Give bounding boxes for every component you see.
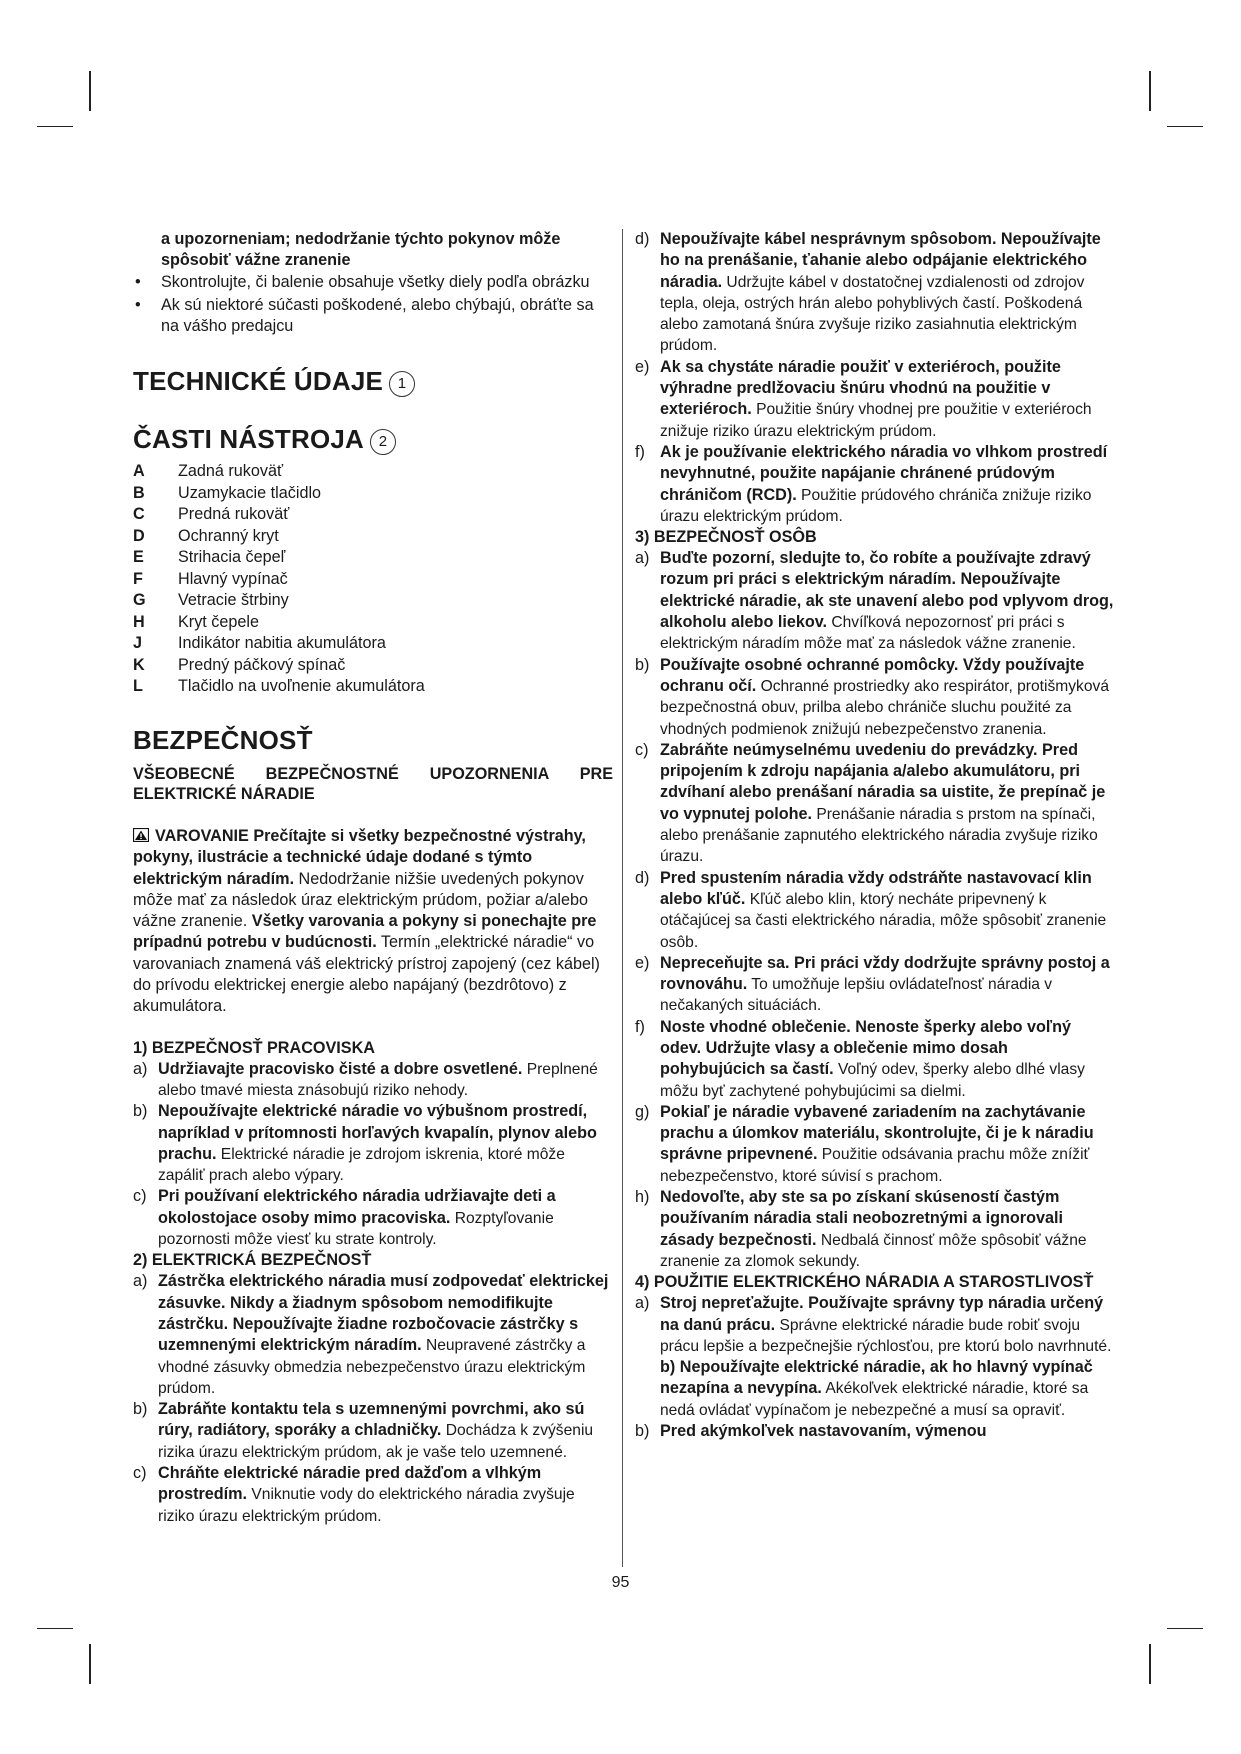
intro-warning-text: a upozorneniam; nedodržanie týchto pokynov môže spôsobiť vážne zranenie [161, 230, 561, 270]
list-item: b) Nepoužívajte elektrické náradie vo výbušnom prostredí, napríklad v prítomnosti horľavých kvapalín, plynov alebo prachu. Elektrické náradie je zdrojom iskrenia, ktoré môže zapáliť prach alebo výpary. [133, 1102, 597, 1185]
list-item: B Uzamykacie tlačidlo [133, 483, 322, 502]
section-3-heading: 3) BEZPEČNOSŤ OSÔB [635, 528, 817, 547]
list-item: K Predný páčkový spínač [133, 655, 346, 674]
safety-subheading: VŠEOBECNÉ BEZPEČNOSTNÉ UPOZORNENIA PRE ELEKTRICKÉ NÁRADIE [133, 764, 613, 803]
list-item: a) Buďte pozorní, sledujte to, čo robíte a používajte zdravý rozum pri práci s elektrickým náradím. Nepoužívajte elektrické náradie, ak ste unavení alebo pod vplyvom drog, alkoholu alebo liekov. Chvíľková nepozornosť pri práci s elektrickým náradím môže mať za následok vážne zranenie. [635, 549, 1114, 653]
list-item: J Indikátor nabitia akumulátora [133, 634, 386, 653]
section-4-heading: 4) POUŽITIE ELEKTRICKÉHO NÁRADIA A STAROSTLIVOSŤ [635, 1273, 1094, 1292]
heading-technical-data: TECHNICKÉ ÚDAJE 1 [133, 365, 613, 397]
list-item: d) Nepoužívajte kábel nesprávnym spôsobom. Nepoužívajte ho na prenášanie, ťahanie alebo odpájanie elektrického náradia. Udržujte kábel v dostatočnej vzdialenosti od zdrojov tepla, oleja, ostrých hrán alebo pohyblivých častí. Poškodená alebo zamotaná šnúra zvyšuje riziko zasiahnutia elektrickým prúdom. [635, 230, 1101, 355]
list-item: b) Zabráňte kontaktu tela s uzemnenými povrchmi, ako sú rúry, radiátory, sporáky a chladničky. Dochádza k zvýšeniu rizika úrazu elektrickým prúdom, ak je vaše telo uzemnené. [133, 1400, 594, 1461]
list-item: c) Pri používaní elektrického náradia udržiavajte deti a okolostojace osoby mimo pracoviska. Rozptyľovanie pozornosti môže viesť ku strate kontroly. [133, 1187, 556, 1249]
figure-1-reference-icon: 1 [389, 371, 415, 397]
crop-mark-top-left-vertical [89, 71, 91, 111]
crop-mark-top-right-horizontal [1167, 126, 1203, 127]
right-column [635, 229, 1115, 1442]
list-item: L Tlačidlo na uvoľnenie akumulátora [133, 677, 425, 696]
list-item: d) Pred spustením náradia vždy odstráňte nastavovací klin alebo kľúč. Kľúč alebo klin, ktorý necháte pripevnený k otáčajúcej sa časti elektrického náradia, môže spôsobiť zranenie osôb. [635, 868, 1107, 951]
warning-paragraph: VAROVANIE Prečítajte si všetky bezpečnostné výstrahy, pokyny, ilustrácie a technické údaje dodané s týmto elektrickým náradím. Nedodržanie nižšie uvedených pokynov môže mať za následok úraz elektrickým prúdom, požiar a/alebo vážne zranenie. Všetky varovania a pokyny si ponechajte pre prípadnú potrebu v budúcnosti. Termín „elektrické náradie“ vo varovaniach znamená váš elektrický prístroj zapojený (cez kábel) do prívodu elektrickej energie alebo napájaný (bezdrôtovo) z akumulátora. [133, 826, 600, 1016]
list-item: f) Ak je používanie elektrického náradia vo vlhkom prostredí nevyhnutné, použite napájanie chránené prúdovým chráničom (RCD). Použitie prúdového chrániča znižuje riziko úrazu elektrickým prúdom. [635, 442, 1108, 525]
list-item: F Hlavný vypínač [133, 569, 288, 588]
heading-tool-parts: ČASTI NÁSTROJA 2 [133, 423, 613, 455]
list-item: G Vetracie štrbiny [133, 591, 289, 610]
page-number: 95 [611, 1574, 630, 1591]
crop-mark-bottom-right-horizontal [1167, 1628, 1203, 1629]
list-item: g) Pokiaľ je náradie vybavené zariadením na zachytávanie prachu a úlomkov materiálu, skontrolujte, či je k náradiu správne pripevnené. Použitie odsávania prachu môže znížiť nebezpečenstvo, ktoré súvisí s prachom. [635, 1102, 1094, 1185]
list-item: a) Zástrčka elektrického náradia musí zodpovedať elektrickej zásuvke. Nikdy a žiadnym spôsobom nemodifikujte zástrčku. Nepoužívajte žiadne rozbočovacie zástrčky s uzemnenými elektrickým náradím. Neupravené zástrčky a vhodné zásuvky obmedzia nebezpečenstvo úrazu elektrickým prúdom. [133, 1272, 609, 1397]
column-divider [622, 229, 623, 1567]
section-1-heading: 1) BEZPEČNOSŤ PRACOVISKA [133, 1038, 375, 1057]
crop-mark-top-left-horizontal [37, 126, 73, 127]
list-item: c) Zabráňte neúmyselnému uvedeniu do prevádzky. Pred pripojením k zdroju napájania a/alebo akumulátoru, pri zdvíhaní alebo prenášaní náradia sa uistite, že prepínač je vo vypnutej polohe. Prenášanie náradia s prstom na spínači, alebo prenášanie zapnutého elektrického náradia zvyšuje riziko úrazu. [635, 740, 1106, 866]
list-item: h) Nedovoľte, aby ste sa po získaní skúseností častým používaním náradia stali neobozretnými a ignorovali zásady bezpečnosti. Nedbalá činnosť môže spôsobiť vážne zranenie za zlomok sekundy. [635, 1188, 1087, 1270]
list-item: E Strihacia čepeľ [133, 548, 286, 567]
list-item: a) Udržiavajte pracovisko čisté a dobre osvetlené. Preplnené alebo tmavé miesta znásobujú riziko nehody. [133, 1059, 598, 1099]
crop-mark-bottom-right-vertical [1149, 1644, 1151, 1684]
crop-mark-bottom-left-horizontal [37, 1628, 73, 1629]
parts-list [133, 461, 613, 698]
list-item: H Kryt čepele [133, 612, 259, 631]
section-2-heading: 2) ELEKTRICKÁ BEZPEČNOSŤ [133, 1251, 372, 1270]
list-item: C Predná rukoväť [133, 505, 290, 524]
warning-triangle-icon [133, 828, 149, 842]
crop-mark-bottom-left-vertical [89, 1644, 91, 1684]
bullet-item: • Skontrolujte, či balenie obsahuje všetky diely podľa obrázku [135, 272, 590, 291]
list-item: c) Chráňte elektrické náradie pred dažďom a vlhkým prostredím. Vniknutie vody do elektrického náradia zvyšuje riziko úrazu elektrickým prúdom. [133, 1464, 575, 1525]
list-item: b) Používajte osobné ochranné pomôcky. Vždy používajte ochranu očí. Ochranné prostriedky ako respirátor, protišmyková bezpečnostná obuv, prilba alebo chrániče sluchu použité za vhodných podmienok znižujú nebezpečenstvo zranenia. [635, 655, 1109, 738]
list-item: A Zadná rukoväť [133, 462, 284, 481]
crop-mark-top-right-vertical [1149, 71, 1151, 111]
bullet-item: • Ak sú niektoré súčasti poškodené, alebo chýbajú, obráťte sa na vášho predajcu [135, 295, 594, 336]
list-item: D Ochranný kryt [133, 526, 279, 545]
list-item: a) Stroj nepreťažujte. Používajte správny typ náradia určený na danú prácu. Správne elektrické náradie bude robiť svoju prácu lepšie a bezpečnejšie rýchlosťou, pre ktorú bolo navrhnuté. b) Nepoužívajte elektrické náradie, ak ho hlavný vypínač nezapína a nevypína. Akékoľvek elektrické náradie, ktoré sa nedá ovládať vypínačom je nebezpečné a musí sa opraviť. [635, 1294, 1112, 1419]
heading-safety: BEZPEČNOSŤ [133, 724, 313, 755]
list-item: e) Ak sa chystáte náradie použiť v exteriéroch, použite výhradne predlžovaciu šnúru vhodnú na použitie v exteriéroch. Použitie šnúry vhodnej pre použitie v exteriéroch znižuje riziko úrazu elektrickým prúdom. [635, 357, 1092, 440]
figure-2-reference-icon: 2 [370, 429, 396, 455]
list-item: e) Nepreceňujte sa. Pri práci vždy dodržujte správny postoj a rovnováhu. To umožňuje lepšiu ovládateľnosť náradia v nečakaných situáciách. [635, 953, 1110, 1015]
left-column [133, 229, 613, 1527]
list-item: b) Pred akýmkoľvek nastavovaním, výmenou [635, 1422, 987, 1441]
list-item: f) Noste vhodné oblečenie. Nenoste šperky alebo voľný odev. Udržujte vlasy a oblečenie mimo dosah pohybujúcich sa častí. Voľný odev, šperky alebo dlhé vlasy môžu byť zachytené pohybujúcimi sa dielmi. [635, 1017, 1085, 1100]
